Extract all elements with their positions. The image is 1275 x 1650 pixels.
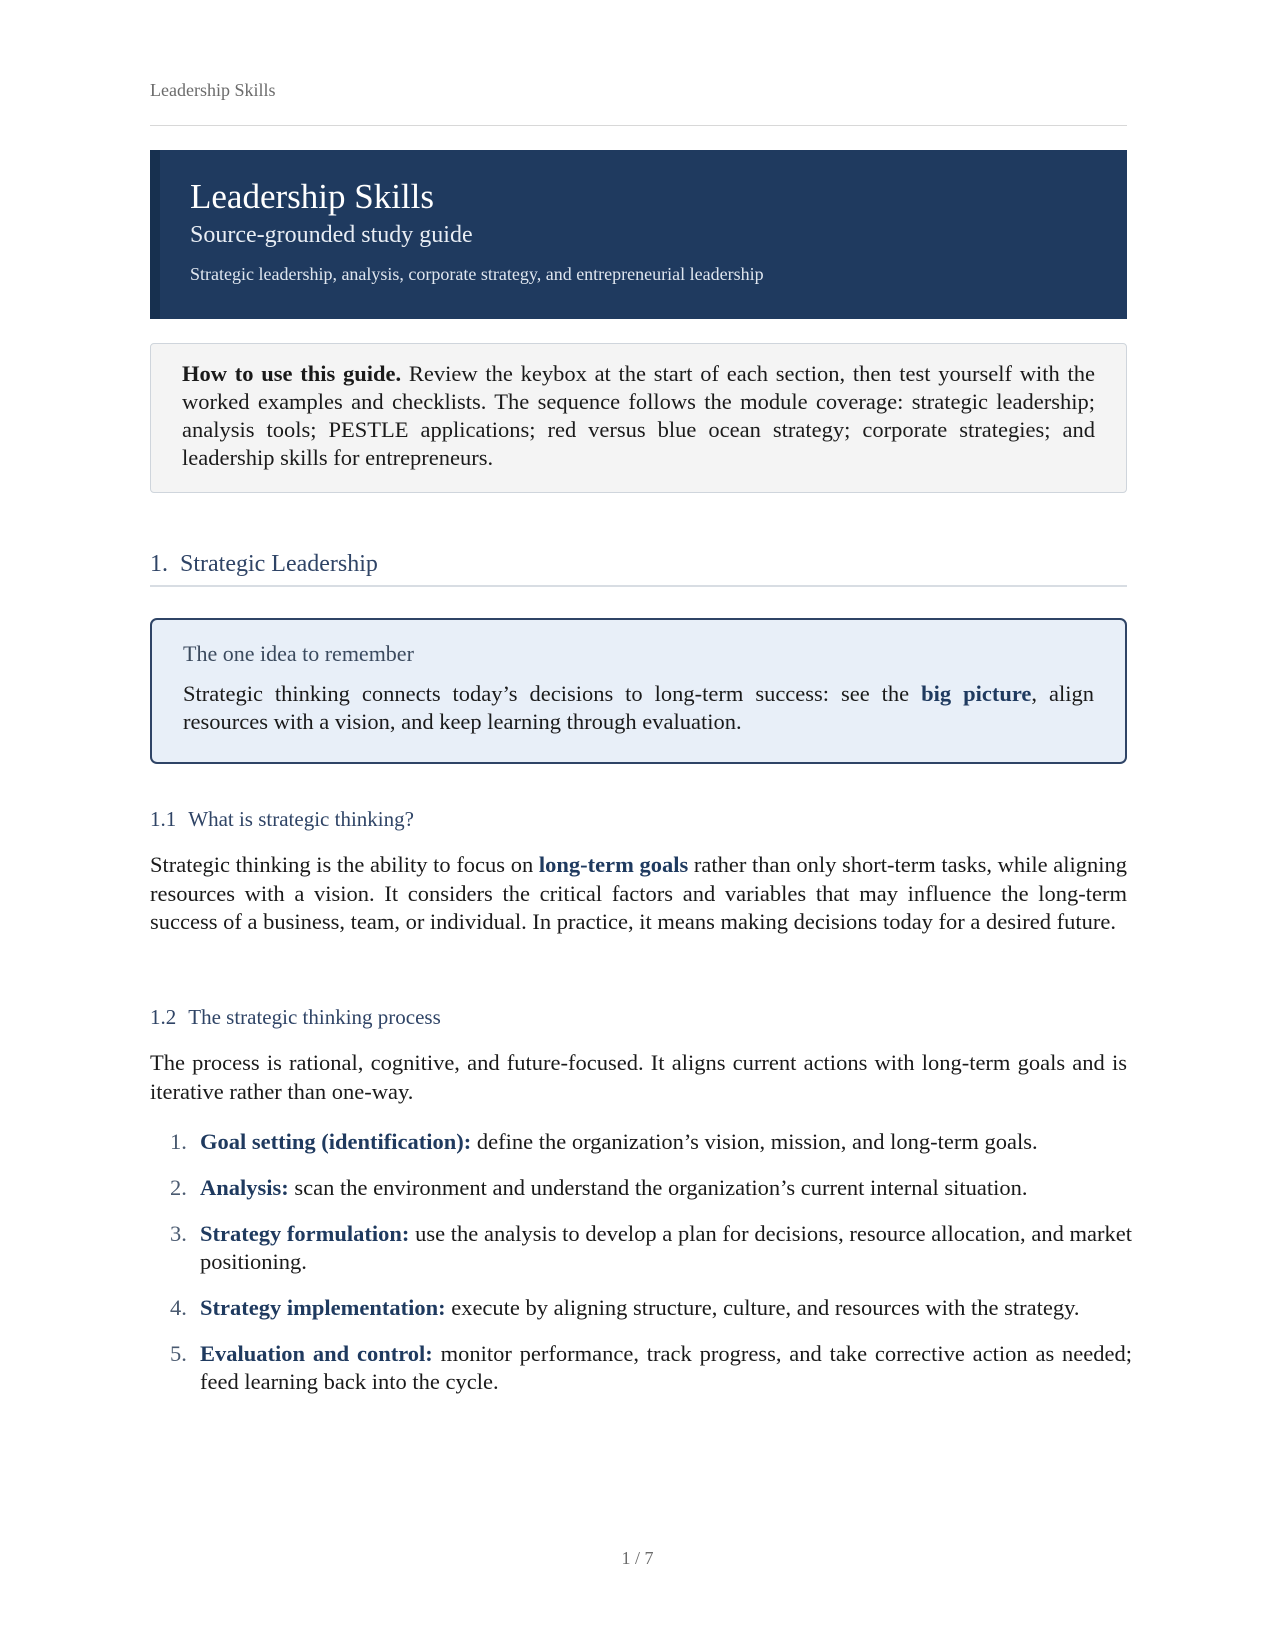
document-subtitle: Source-grounded study guide [190, 222, 473, 248]
subsection-number: 1.2 [150, 1005, 177, 1029]
subsection-heading-1-2 [150, 1004, 1127, 1030]
step-term: Strategy implementation: [200, 1295, 446, 1320]
keybox-text [183, 680, 1094, 736]
subsection-title: What is strategic thinking? [188, 807, 414, 831]
page-number: 1 / 7 [621, 1548, 654, 1568]
step-number: 4. [170, 1295, 187, 1320]
how-to-lead: How to use this guide. [182, 361, 402, 386]
section-heading [150, 549, 1127, 587]
para-emphasis: long-term goals [538, 852, 689, 877]
subsection-heading-1-1 [150, 806, 1127, 832]
list-item [150, 1294, 1132, 1322]
subsection-title: The strategic thinking process [188, 1005, 441, 1029]
header-rule [150, 125, 1127, 126]
para-text-after: rather than only short-term tasks, while aligning resources with a vision. It considers the critical factors and variables that may influence the long-term success of a business, team, or individual. In practice, it means making decisions today for a desired future. [150, 852, 1127, 934]
process-steps-list [150, 1128, 1132, 1414]
step-text: define the organization’s vision, mission, and long-term goals. [471, 1129, 1038, 1154]
list-item [150, 1174, 1132, 1202]
step-term: Evaluation and control: [200, 1341, 433, 1366]
step-text: scan the environment and understand the organization’s current internal situation. [288, 1175, 1028, 1200]
list-item [150, 1128, 1132, 1156]
keybox-text-after: , align resources with a vision, and keep learning through evaluation. [183, 681, 1094, 734]
step-number: 5. [170, 1341, 187, 1366]
step-term: Goal setting (identification): [200, 1129, 472, 1154]
paragraph-process-intro: The process is rational, cognitive, and future-focused. It aligns current actions with long-term goals and is iterative rather than one-way. [150, 1050, 1127, 1104]
step-text: monitor performance, track progress, and take corrective action as needed; feed learning back into the cycle. [200, 1341, 1132, 1394]
how-to-use-box [150, 343, 1127, 493]
para-text-before: Strategic thinking is the ability to focus on [150, 852, 539, 877]
step-text: use the analysis to develop a plan for decisions, resource allocation, and market positioning. [200, 1221, 1132, 1274]
step-number: 1. [170, 1129, 187, 1154]
step-term: Strategy formulation: [200, 1221, 410, 1246]
list-item [150, 1220, 1132, 1276]
keybox-text-before: Strategic thinking connects today’s decisions to long-term success: see the [183, 681, 922, 706]
document-description: Strategic leadership, analysis, corporate strategy, and entrepreneurial leadership [190, 264, 764, 284]
keybox [150, 618, 1127, 764]
step-number: 3. [170, 1221, 187, 1246]
paragraph-strategic-thinking [150, 851, 1127, 937]
section-title: Strategic Leadership [180, 551, 378, 577]
list-item [150, 1340, 1132, 1396]
how-to-text: Review the keybox at the start of each section, then test yourself with the worked examples and checklists. The sequence follows the module coverage: strategic leadership; analysis tools; PESTLE applications; red versus blue ocean strategy; corporate strategies; and leadership skills for entrepreneurs. [182, 361, 1095, 470]
running-head: Leadership Skills [150, 80, 276, 100]
keybox-emphasis: big picture [921, 681, 1032, 706]
step-number: 2. [170, 1175, 187, 1200]
section-number: 1. [150, 551, 168, 577]
subsection-number: 1.1 [150, 807, 177, 831]
keybox-title: The one idea to remember [183, 641, 414, 666]
title-banner [150, 150, 1127, 319]
step-text: execute by aligning structure, culture, and resources with the strategy. [445, 1295, 1080, 1320]
step-term: Analysis: [200, 1175, 289, 1200]
document-title: Leadership Skills [190, 177, 434, 216]
